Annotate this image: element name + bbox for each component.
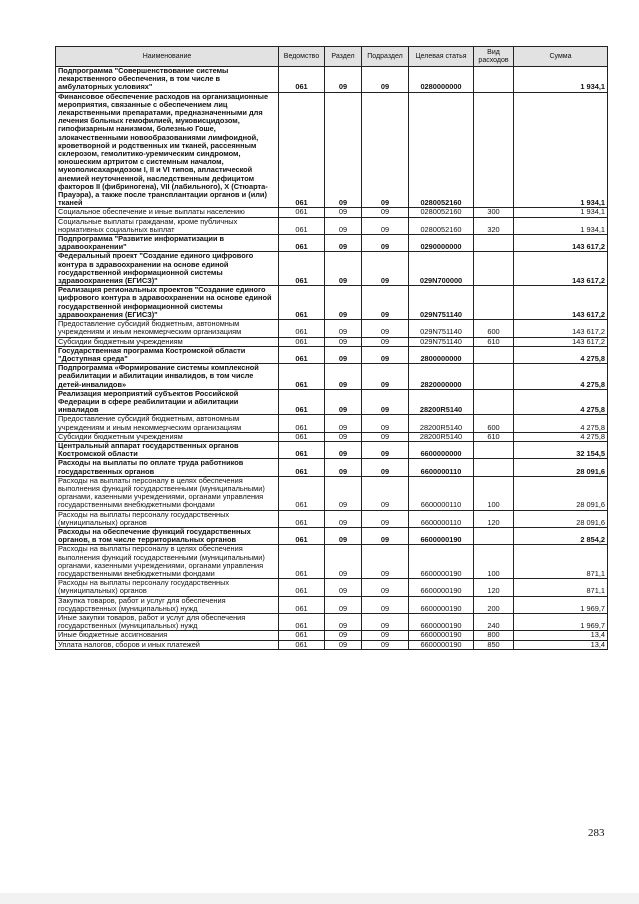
cell-expense-type: 320 (474, 217, 514, 234)
cell-amount: 13,4 (514, 640, 608, 649)
table-row (56, 545, 608, 579)
cell-name: Социальные выплаты гражданам, кроме публичных нормативных социальных выплат (56, 217, 279, 234)
cell-section: 09 (325, 579, 362, 596)
cell-subsection: 09 (362, 320, 409, 337)
cell-section: 09 (325, 527, 362, 544)
cell-amount: 2 854,2 (514, 527, 608, 544)
cell-expense-type: 850 (474, 640, 514, 649)
cell-department: 061 (279, 631, 325, 640)
cell-amount: 1 969,7 (514, 596, 608, 613)
cell-expense-type: 610 (474, 337, 514, 346)
cell-subsection: 09 (362, 217, 409, 234)
cell-department: 061 (279, 364, 325, 390)
cell-section: 09 (325, 614, 362, 631)
table-row (56, 67, 608, 93)
cell-section: 09 (325, 459, 362, 476)
cell-department: 061 (279, 208, 325, 217)
cell-expense-type: 600 (474, 320, 514, 337)
cell-name: Уплата налогов, сборов и иных платежей (56, 640, 279, 649)
cell-section: 09 (325, 252, 362, 286)
cell-subsection: 09 (362, 92, 409, 208)
cell-expense-type (474, 252, 514, 286)
cell-department: 061 (279, 614, 325, 631)
cell-subsection: 09 (362, 337, 409, 346)
cell-target-article: 6600000190 (409, 579, 474, 596)
page-number: 283 (588, 827, 605, 839)
cell-amount: 4 275,8 (514, 364, 608, 390)
cell-name: Предоставление субсидий бюджетным, автономным учреждениям и иным некоммерческим организациям (56, 415, 279, 432)
cell-name: Финансовое обеспечение расходов на организационные мероприятия, связанные с обеспечением лиц лекарственными препаратами, предназначенными для лечения больных гемофилией, муковисцидозом, гипофизарным нанизмом, болезнью Гоше, злокачественными новообразованиями лимфоидной, кроветворной и родственных им тканей, рассеянным склерозом, гемолитико-уремическим синдромом, юношеским артритом с системным началом, мукополисахаридозом I, II и VI типов, апластической анемией неуточненной, наследственным дефицитом факторов II (фибриногена), VII (лабильного), X (Стюарта-Прауэра), а также после трансплантации органов и (или) тканей (56, 92, 279, 208)
cell-amount: 143 617,2 (514, 286, 608, 320)
cell-expense-type: 240 (474, 614, 514, 631)
cell-target-article: 0280052160 (409, 208, 474, 217)
cell-target-article: 6600000190 (409, 631, 474, 640)
cell-expense-type (474, 459, 514, 476)
cell-department: 061 (279, 596, 325, 613)
cell-section: 09 (325, 364, 362, 390)
cell-subsection: 09 (362, 614, 409, 631)
table-row (56, 320, 608, 337)
budget-table (55, 46, 608, 650)
cell-amount: 4 275,8 (514, 415, 608, 432)
cell-section: 09 (325, 441, 362, 458)
cell-department: 061 (279, 252, 325, 286)
cell-name: Расходы на выплаты персоналу государственных (муниципальных) органов (56, 510, 279, 527)
cell-name: Субсидии бюджетным учреждениям (56, 337, 279, 346)
cell-department: 061 (279, 545, 325, 579)
cell-subsection: 09 (362, 545, 409, 579)
cell-target-article: 6600000110 (409, 510, 474, 527)
cell-department: 061 (279, 510, 325, 527)
cell-department: 061 (279, 337, 325, 346)
cell-expense-type (474, 527, 514, 544)
cell-department: 061 (279, 441, 325, 458)
cell-target-article: 6600000110 (409, 476, 474, 510)
table-row (56, 459, 608, 476)
table-row (56, 389, 608, 415)
table-row (56, 579, 608, 596)
cell-target-article: 2820000000 (409, 364, 474, 390)
table-row (56, 92, 608, 208)
table-row (56, 596, 608, 613)
cell-amount: 1 934,1 (514, 67, 608, 93)
cell-name: Подпрограмма "Развитие информатизации в здравоохранении" (56, 235, 279, 252)
cell-name: Субсидии бюджетным учреждениям (56, 432, 279, 441)
cell-section: 09 (325, 208, 362, 217)
table-row (56, 476, 608, 510)
cell-department: 061 (279, 415, 325, 432)
cell-name: Подпрограмма «Формирование системы комплексной реабилитации и абилитации инвалидов, в том числе детей-инвалидов» (56, 364, 279, 390)
header-name: Наименование (56, 47, 279, 67)
table-row (56, 631, 608, 640)
cell-section: 09 (325, 545, 362, 579)
cell-target-article: 6600000190 (409, 596, 474, 613)
cell-name: Закупка товаров, работ и услуг для обеспечения государственных (муниципальных) нужд (56, 596, 279, 613)
cell-expense-type: 300 (474, 208, 514, 217)
cell-section: 09 (325, 389, 362, 415)
header-subsection: Подраздел (362, 47, 409, 67)
table-row (56, 235, 608, 252)
cell-expense-type (474, 346, 514, 363)
cell-name: Центральный аппарат государственных органов Костромской области (56, 441, 279, 458)
cell-amount: 4 275,8 (514, 432, 608, 441)
cell-name: Расходы на обеспечение функций государственных органов, в том числе территориальных органов (56, 527, 279, 544)
cell-target-article: 029N751140 (409, 320, 474, 337)
cell-section: 09 (325, 235, 362, 252)
cell-target-article: 0280000000 (409, 67, 474, 93)
cell-amount: 28 091,6 (514, 476, 608, 510)
cell-section: 09 (325, 67, 362, 93)
cell-section: 09 (325, 640, 362, 649)
cell-amount: 143 617,2 (514, 337, 608, 346)
table-row (56, 441, 608, 458)
cell-amount: 1 969,7 (514, 614, 608, 631)
cell-target-article: 6600000190 (409, 640, 474, 649)
cell-expense-type: 100 (474, 545, 514, 579)
cell-name: Расходы на выплаты персоналу государственных (муниципальных) органов (56, 579, 279, 596)
cell-subsection: 09 (362, 208, 409, 217)
cell-subsection: 09 (362, 389, 409, 415)
cell-expense-type: 120 (474, 510, 514, 527)
cell-amount: 4 275,8 (514, 389, 608, 415)
cell-subsection: 09 (362, 441, 409, 458)
table-row (56, 208, 608, 217)
cell-subsection: 09 (362, 364, 409, 390)
cell-amount: 871,1 (514, 579, 608, 596)
header-expense-type: Вид расходов (474, 47, 514, 67)
cell-department: 061 (279, 459, 325, 476)
cell-target-article: 6600000190 (409, 614, 474, 631)
table-row (56, 510, 608, 527)
cell-expense-type: 610 (474, 432, 514, 441)
cell-subsection: 09 (362, 286, 409, 320)
cell-amount: 1 934,1 (514, 92, 608, 208)
cell-department: 061 (279, 320, 325, 337)
cell-subsection: 09 (362, 432, 409, 441)
cell-expense-type (474, 92, 514, 208)
header-section: Раздел (325, 47, 362, 67)
cell-department: 061 (279, 67, 325, 93)
cell-name: Иные бюджетные ассигнования (56, 631, 279, 640)
cell-expense-type (474, 364, 514, 390)
cell-subsection: 09 (362, 579, 409, 596)
table-row (56, 217, 608, 234)
cell-section: 09 (325, 217, 362, 234)
cell-amount: 871,1 (514, 545, 608, 579)
cell-name: Реализация региональных проектов "Создание единого цифрового контура в здравоохранении на основе единой государственной информационной системы здравоохранения (ЕГИСЗ)" (56, 286, 279, 320)
cell-section: 09 (325, 510, 362, 527)
table-row (56, 337, 608, 346)
cell-department: 061 (279, 527, 325, 544)
table-body (56, 67, 608, 650)
cell-subsection: 09 (362, 510, 409, 527)
cell-subsection: 09 (362, 252, 409, 286)
table-row (56, 252, 608, 286)
cell-name: Расходы на выплаты по оплате труда работников государственных органов (56, 459, 279, 476)
cell-amount: 1 934,1 (514, 208, 608, 217)
cell-department: 061 (279, 235, 325, 252)
cell-subsection: 09 (362, 415, 409, 432)
cell-name: Государственная программа Костромской области "Доступная среда" (56, 346, 279, 363)
header-amount: Сумма (514, 47, 608, 67)
cell-amount: 1 934,1 (514, 217, 608, 234)
cell-department: 061 (279, 389, 325, 415)
cell-target-article: 0280052160 (409, 217, 474, 234)
cell-department: 061 (279, 92, 325, 208)
cell-target-article: 28200R5140 (409, 432, 474, 441)
cell-subsection: 09 (362, 459, 409, 476)
cell-target-article: 6600000190 (409, 545, 474, 579)
cell-target-article: 0290000000 (409, 235, 474, 252)
cell-expense-type (474, 235, 514, 252)
table-row (56, 640, 608, 649)
cell-section: 09 (325, 476, 362, 510)
cell-expense-type (474, 441, 514, 458)
cell-expense-type (474, 67, 514, 93)
cell-department: 061 (279, 476, 325, 510)
cell-subsection: 09 (362, 346, 409, 363)
cell-name: Федеральный проект "Создание единого цифрового контура в здравоохранении на основе единой государственной информационной системы здравоохранения (ЕГИСЗ)" (56, 252, 279, 286)
cell-name: Реализация мероприятий субъектов Российской Федерации в сфере реабилитации и абилитации инвалидов (56, 389, 279, 415)
cell-section: 09 (325, 346, 362, 363)
cell-amount: 4 275,8 (514, 346, 608, 363)
cell-expense-type: 800 (474, 631, 514, 640)
cell-target-article: 28200R5140 (409, 415, 474, 432)
cell-target-article: 0280052160 (409, 92, 474, 208)
header-target-article: Целевая статья (409, 47, 474, 67)
cell-department: 061 (279, 286, 325, 320)
table-row (56, 346, 608, 363)
cell-department: 061 (279, 346, 325, 363)
cell-expense-type: 200 (474, 596, 514, 613)
cell-amount: 28 091,6 (514, 510, 608, 527)
cell-target-article: 029N751140 (409, 286, 474, 320)
cell-subsection: 09 (362, 596, 409, 613)
header-department: Ведомство (279, 47, 325, 67)
cell-department: 061 (279, 640, 325, 649)
cell-amount: 143 617,2 (514, 252, 608, 286)
cell-subsection: 09 (362, 67, 409, 93)
cell-name: Расходы на выплаты персоналу в целях обеспечения выполнения функций государственными (муниципальными) органами, казенными учреждениями, органами управления государственными внебюджетными фондами (56, 476, 279, 510)
cell-target-article: 029N700000 (409, 252, 474, 286)
table-row (56, 614, 608, 631)
cell-amount: 13,4 (514, 631, 608, 640)
cell-subsection: 09 (362, 527, 409, 544)
cell-expense-type: 600 (474, 415, 514, 432)
table-row (56, 415, 608, 432)
cell-subsection: 09 (362, 640, 409, 649)
cell-name: Социальное обеспечение и иные выплаты населению (56, 208, 279, 217)
cell-department: 061 (279, 579, 325, 596)
cell-section: 09 (325, 92, 362, 208)
cell-section: 09 (325, 432, 362, 441)
cell-target-article: 6600000110 (409, 459, 474, 476)
cell-target-article: 28200R5140 (409, 389, 474, 415)
cell-subsection: 09 (362, 476, 409, 510)
cell-section: 09 (325, 415, 362, 432)
table-row (56, 432, 608, 441)
cell-name: Подпрограмма "Совершенствование системы лекарственного обеспечения, в том числе в амбулаторных условиях" (56, 67, 279, 93)
cell-section: 09 (325, 320, 362, 337)
cell-amount: 143 617,2 (514, 320, 608, 337)
cell-amount: 32 154,5 (514, 441, 608, 458)
cell-expense-type (474, 389, 514, 415)
cell-section: 09 (325, 596, 362, 613)
cell-expense-type: 100 (474, 476, 514, 510)
cell-subsection: 09 (362, 235, 409, 252)
cell-section: 09 (325, 337, 362, 346)
scan-footer-strip (0, 893, 639, 904)
cell-expense-type (474, 286, 514, 320)
cell-target-article: 6600000190 (409, 527, 474, 544)
cell-expense-type: 120 (474, 579, 514, 596)
cell-department: 061 (279, 217, 325, 234)
cell-amount: 143 617,2 (514, 235, 608, 252)
table-row (56, 364, 608, 390)
table-header-row (56, 47, 608, 67)
cell-name: Иные закупки товаров, работ и услуг для обеспечения государственных (муниципальных) нужд (56, 614, 279, 631)
table-row (56, 286, 608, 320)
cell-subsection: 09 (362, 631, 409, 640)
cell-section: 09 (325, 631, 362, 640)
cell-name: Расходы на выплаты персоналу в целях обеспечения выполнения функций государственными (муниципальными) органами, казенными учреждениями, органами управления государственными внебюджетными фондами (56, 545, 279, 579)
cell-amount: 28 091,6 (514, 459, 608, 476)
cell-name: Предоставление субсидий бюджетным, автономным учреждениям и иным некоммерческим организациям (56, 320, 279, 337)
table-row (56, 527, 608, 544)
cell-target-article: 029N751140 (409, 337, 474, 346)
cell-department: 061 (279, 432, 325, 441)
cell-section: 09 (325, 286, 362, 320)
cell-target-article: 2800000000 (409, 346, 474, 363)
cell-target-article: 6600000000 (409, 441, 474, 458)
